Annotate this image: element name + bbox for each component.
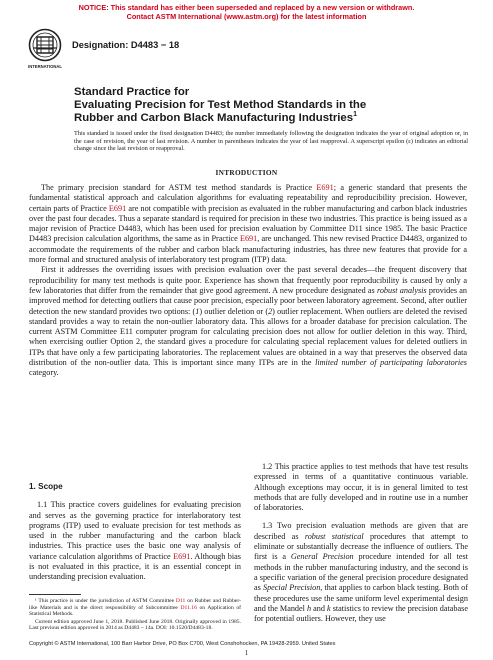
designation-label: Designation: D4483 − 18: [72, 40, 180, 50]
section-1-1: 1.1 This practice covers guidelines for evaluating precision and serves as the governing practice for interlaboratory test programs (ITP) used to evaluate precision for test methods as used in the rubber manufacturing and the carbon black industries. This practice uses the basic one way analysis of variance calculation algorithms of Practice E691. Although bias is not evaluated in this practice, it is an essential concept in understanding precision evaluation.: [29, 500, 241, 582]
document-title: [74, 86, 454, 126]
d11-link[interactable]: D11: [175, 598, 186, 604]
logo-wordmark: INTERNATIONAL: [28, 64, 62, 69]
e691-link[interactable]: E691: [239, 234, 258, 244]
section-1-3: 1.3 Two precision evaluation methods are given that are described as robust statistical procedures that attempt to eliminate or substantially decrease the influence of outliers. The first is a General Precision procedure intended for all test methods in the rubber manufacturing industry, and the second is a specific variation of the general precision procedure designated as Special Precision, that applies to carbon black testing. Both of these procedures use the same uniform level experimental design and the Mandel h and k statistics to review the precision database for potential outliers. However, they use: [254, 521, 469, 624]
title-line-2: Evaluating Precision for Test Method Standards in the: [74, 99, 367, 112]
e691-link[interactable]: E691: [173, 551, 191, 561]
e691-link[interactable]: E691: [108, 203, 127, 213]
left-column: [29, 482, 241, 591]
notice-line-1: NOTICE: This standard has either been superseded and replaced by a new version or withdrawn.: [78, 3, 415, 12]
copyright-line: Copyright © ASTM International, 100 Barr Harbor Drive, PO Box C700, West Conshohocken, PA 19428-2959. United States: [29, 641, 336, 647]
title-footnote-marker: 1: [353, 111, 358, 119]
d11-16-link[interactable]: D11.16: [180, 604, 197, 611]
astm-logo: [28, 28, 62, 70]
introduction-paragraph-1: The primary precision standard for ASTM test method standards is Practice E691; a generic standard that presents the fundamental statistical approach and calculation algorithms for evaluating repeatability and reproducibility precision. However, certain parts of Practice E691 are not compatible with precision as evaluated in the rubber manufacturing and carbon black industries over the past four decades. Thus a separate standard is required for precision in these two industries. This practice is being issued as a major revision of Practice D4483, which has been used for precision evaluation by Committee D11 since 1985. The basic Practice D4483 precision calculation algorithms, the same as in Practice E691, are unchanged. This new revised Practice D4483, organized to accommodate the requirements of the rubber and carbon black manufacturing industries, has three new features that provide for a more formal and structured analysis of interlaboratory test program (ITP) data.: [29, 183, 468, 265]
title-line-1: Standard Practice for: [74, 86, 190, 98]
notice-line-2: Contact ASTM International (www.astm.org) for the latest information: [126, 11, 367, 21]
standard-designation-note: This standard is issued under the fixed designation D4483; the number immediately following the designation indicates the year of original adoption or, in the case of revision, the year of last revision. A number in parentheses indicates the year of last reapproval. A superscript epsilon (ε) indicates an editorial change since the last revision or reapproval.: [74, 130, 468, 153]
e691-link[interactable]: E691: [316, 183, 334, 192]
introduction-body: [29, 183, 467, 379]
title-line-3-text: Rubber and Carbon Black Manufacturing Industries: [74, 112, 354, 125]
footnotes: [29, 598, 241, 633]
introduction-paragraph-2: First it addresses the overriding issues with precision evaluation over the past several decades—the frequent discovery that reproducibility for many test methods is quite poor. Experience has shown that frequently poor reproducibility is caused by only a few laboratories that differ from the remainder that give good agreement. A new procedure designated as robust analysis provides an improved method for detecting outliers that cause poor precision, especially poor between laboratory agreement. Second, after outlier detection the new standard provides two options: (1) outlier deletion or (2) outlier replacement. When outliers are deleted the revised standard provides a way to retain the non-outlier laboratory data. This allows for a broader database for precision calculation. The current ASTM Committee E11 computer program for calculating precision does not allow for outlier deletion in this way. Third, when exercising outlier Option 2, the standard gives a procedure for calculating special replacement values for deleted outliers in ITPs that have only a few participating laboratories. The replacement values are obtained in a way that preserves the observed data distribution of the non-outlier data. This is important since many ITPs are in the limited number of participating laboratories category.: [29, 265, 467, 378]
footnote-divider: [29, 594, 81, 595]
withdrawal-notice: [0, 4, 493, 21]
right-column: [254, 462, 468, 632]
section-1-2: 1.2 This practice applies to test methods that have test results expressed in terms of a quantitative continuous variable. Although exceptions may occur, it is in general limited to test methods that are fully developed and in routine use in a number of laboratories.: [254, 462, 468, 513]
scope-heading: 1. Scope: [29, 482, 63, 491]
footnote-edition: Current edition approved June 1, 2018. Published June 2018. Originally approved in 1985. Last previous edition approved in 2014 as D4483 – 14a. DOI: 10.1520/D4483-18.: [29, 618, 241, 632]
footnote-1: ¹ This practice is under the jurisdiction of ASTM Committee D11 on Rubber and Rubber-like Materials and is the direct responsibility of Subcommittee D11.16 on Application of Statistical Methods.: [29, 598, 241, 618]
page-number: 1: [244, 649, 249, 657]
title-line-3: [74, 112, 454, 125]
introduction-heading: INTRODUCTION: [215, 168, 278, 177]
